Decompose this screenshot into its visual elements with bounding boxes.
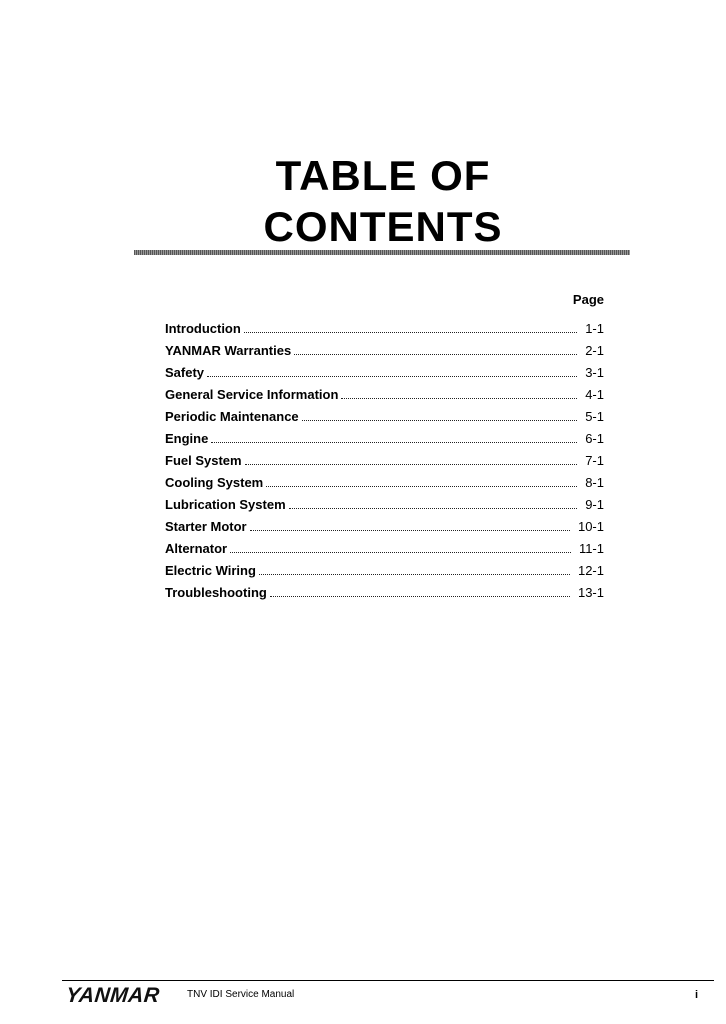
toc-entry-label: Cooling System — [165, 475, 264, 490]
toc-leader-dots — [245, 463, 578, 465]
toc-entry[interactable] — [165, 318, 604, 340]
toc-leader-dots — [266, 485, 577, 487]
toc-entry-page: 4-1 — [585, 387, 604, 402]
toc-leader-dots — [250, 529, 570, 531]
toc-leader-dots — [211, 441, 577, 443]
footer-divider — [62, 980, 714, 981]
toc-entry-label: Alternator — [165, 541, 228, 556]
toc-entry-page: 2-1 — [585, 343, 604, 358]
brand-logo: YANMAR — [64, 984, 161, 1007]
toc-entry-label: Engine — [165, 431, 209, 446]
footer-manual-title: TNV IDI Service Manual — [187, 989, 295, 1000]
toc-entry[interactable] — [165, 450, 604, 472]
toc-entry[interactable] — [165, 560, 604, 582]
toc-entry[interactable] — [165, 494, 604, 516]
toc-entry-label: Lubrication System — [165, 497, 286, 512]
toc-entry[interactable] — [165, 472, 604, 494]
toc-entry-label: Periodic Maintenance — [165, 409, 299, 424]
toc-leader-dots — [230, 551, 571, 553]
toc-leader-dots — [302, 419, 578, 421]
toc-list — [165, 318, 604, 604]
page-title — [0, 150, 726, 252]
toc-entry-label: YANMAR Warranties — [165, 343, 292, 358]
toc-entry[interactable] — [165, 362, 604, 384]
toc-entry[interactable] — [165, 582, 604, 604]
toc-entry-label: General Service Information — [165, 387, 339, 402]
toc-entry-page: 7-1 — [585, 453, 604, 468]
toc-entry-page: 13-1 — [577, 585, 604, 600]
toc-entry[interactable] — [165, 384, 604, 406]
page-column-header: Page — [572, 292, 604, 307]
toc-entry-page: 8-1 — [585, 475, 604, 490]
toc-entry[interactable] — [165, 428, 604, 450]
toc-entry-label: Troubleshooting — [165, 585, 267, 600]
toc-leader-dots — [244, 331, 577, 333]
toc-entry-page: 3-1 — [585, 365, 604, 380]
toc-leader-dots — [270, 595, 570, 597]
toc-entry-page: 10-1 — [577, 519, 604, 534]
toc-entry-label: Starter Motor — [165, 519, 247, 534]
title-divider — [134, 250, 630, 255]
toc-entry[interactable] — [165, 516, 604, 538]
toc-entry-page: 6-1 — [585, 431, 604, 446]
title-line-2: CONTENTS — [263, 203, 503, 250]
toc-leader-dots — [294, 353, 577, 355]
toc-entry[interactable] — [165, 340, 604, 362]
toc-entry-page: 11-1 — [578, 541, 604, 556]
toc-entry-label: Fuel System — [165, 453, 242, 468]
toc-entry-label: Electric Wiring — [165, 563, 256, 578]
footer-page-number: i — [694, 989, 698, 1001]
toc-entry-page: 5-1 — [585, 409, 604, 424]
toc-entry-page: 9-1 — [585, 497, 604, 512]
toc-entry[interactable] — [165, 406, 604, 428]
toc-entry-page: 1-1 — [585, 321, 604, 336]
toc-leader-dots — [207, 375, 577, 377]
toc-leader-dots — [289, 507, 578, 509]
toc-entry-label: Safety — [165, 365, 205, 380]
title-line-1: TABLE OF — [275, 152, 491, 199]
toc-entry-page: 12-1 — [577, 563, 604, 578]
toc-leader-dots — [259, 573, 570, 575]
toc-entry-label: Introduction — [165, 321, 241, 336]
toc-entry[interactable] — [165, 538, 604, 560]
toc-leader-dots — [341, 397, 577, 399]
